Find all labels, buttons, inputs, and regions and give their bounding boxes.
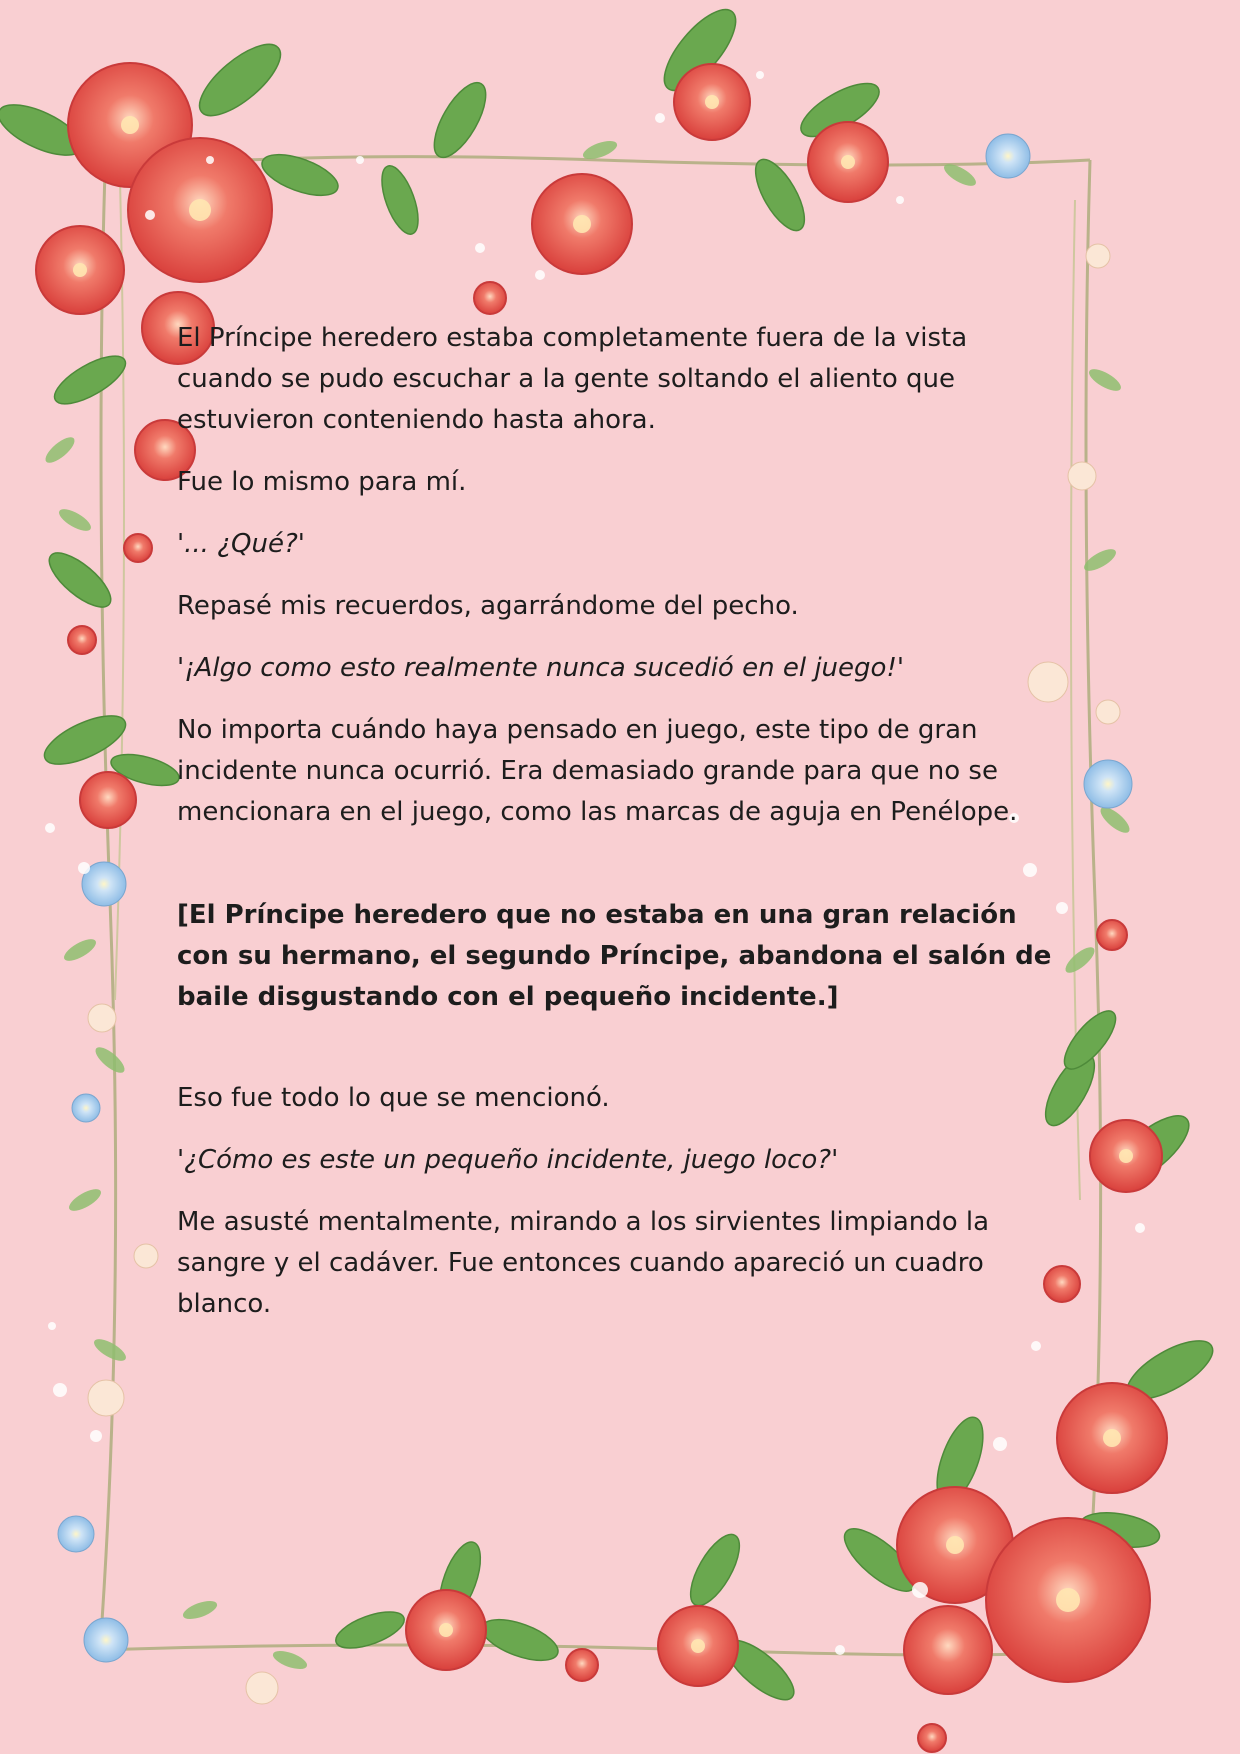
leaf-icon [92, 1043, 129, 1077]
leaf-icon [48, 347, 132, 413]
paragraph-6: No importa cuándo haya pensado en juego, este tipo de gran incidente nunca ocurrió. Era demasiado grande para que no se mencionara en el juego, como las marcas de aguja en Penélope. [177, 715, 1018, 827]
paragraph-1: El Príncipe heredero estaba completamente fuera de la vista cuando se pudo escuchar a la gente soltando el aliento que estuvieron conteniendo hasta ahora. [177, 323, 968, 435]
paragraph-2: Fue lo mismo para mí. [177, 467, 467, 497]
rose-icon [124, 534, 152, 562]
blue-flower-icon [72, 1094, 100, 1122]
leaf-icon [56, 505, 94, 535]
flower-icon [246, 1672, 278, 1704]
leaf-icon [1062, 943, 1099, 977]
leaf-icon [91, 1335, 129, 1365]
leaf-icon [477, 1611, 563, 1668]
rose-icon [1097, 920, 1127, 950]
leaf-icon [189, 33, 291, 128]
flower-icon [1068, 462, 1096, 490]
leaf-icon [1097, 803, 1134, 837]
leaf-icon [1086, 365, 1124, 395]
flower-icon [1086, 244, 1110, 268]
paragraph-9: '¿Cómo es este un pequeño incidente, juego loco?' [177, 1145, 839, 1175]
leaf-icon [331, 1605, 408, 1656]
leaf-icon [271, 1647, 310, 1672]
flower-icon [88, 1380, 124, 1416]
paragraph-8: Eso fue todo lo que se mencionó. [177, 1083, 610, 1113]
flower-icon [134, 1244, 158, 1268]
rose-icon [566, 1649, 598, 1681]
leaf-icon [181, 1597, 220, 1622]
blue-flower-icon [1084, 760, 1132, 808]
document-body [177, 318, 1057, 1346]
blue-flower-icon [58, 1516, 94, 1552]
rose-icon [474, 282, 506, 314]
rose-icon [904, 1606, 992, 1694]
paragraph-4: Repasé mis recuerdos, agarrándome del pecho. [177, 591, 799, 621]
leaf-icon [66, 1185, 104, 1215]
leaf-icon [375, 161, 426, 238]
paragraph-5: '¡Algo como esto realmente nunca sucedió en el juego!' [177, 653, 905, 683]
flower-icon [1096, 700, 1120, 724]
blue-flower-icon [986, 134, 1030, 178]
leaf-icon [42, 433, 79, 467]
blue-flower-icon [84, 1618, 128, 1662]
leaf-icon [681, 1527, 749, 1612]
rose-icon [80, 772, 136, 828]
flower-icon [88, 1004, 116, 1032]
rose-icon [68, 626, 96, 654]
paragraph-7-game-quote: [El Príncipe heredero que no estaba en una gran relación con su hermano, el segundo Príncipe, abandona el salón de baile disgustando con el pequeño incidente.] [177, 900, 1052, 1012]
paragraph-3: '... ¿Qué?' [177, 529, 305, 559]
paragraph-10: Me asusté mentalmente, mirando a los sirvientes limpiando la sangre y el cadáver. Fue entonces cuando apareció un cuadro blanco. [177, 1207, 990, 1319]
rose-icon [918, 1724, 946, 1752]
leaf-icon [61, 935, 99, 965]
leaf-icon [424, 75, 495, 165]
leaf-icon [41, 544, 119, 616]
